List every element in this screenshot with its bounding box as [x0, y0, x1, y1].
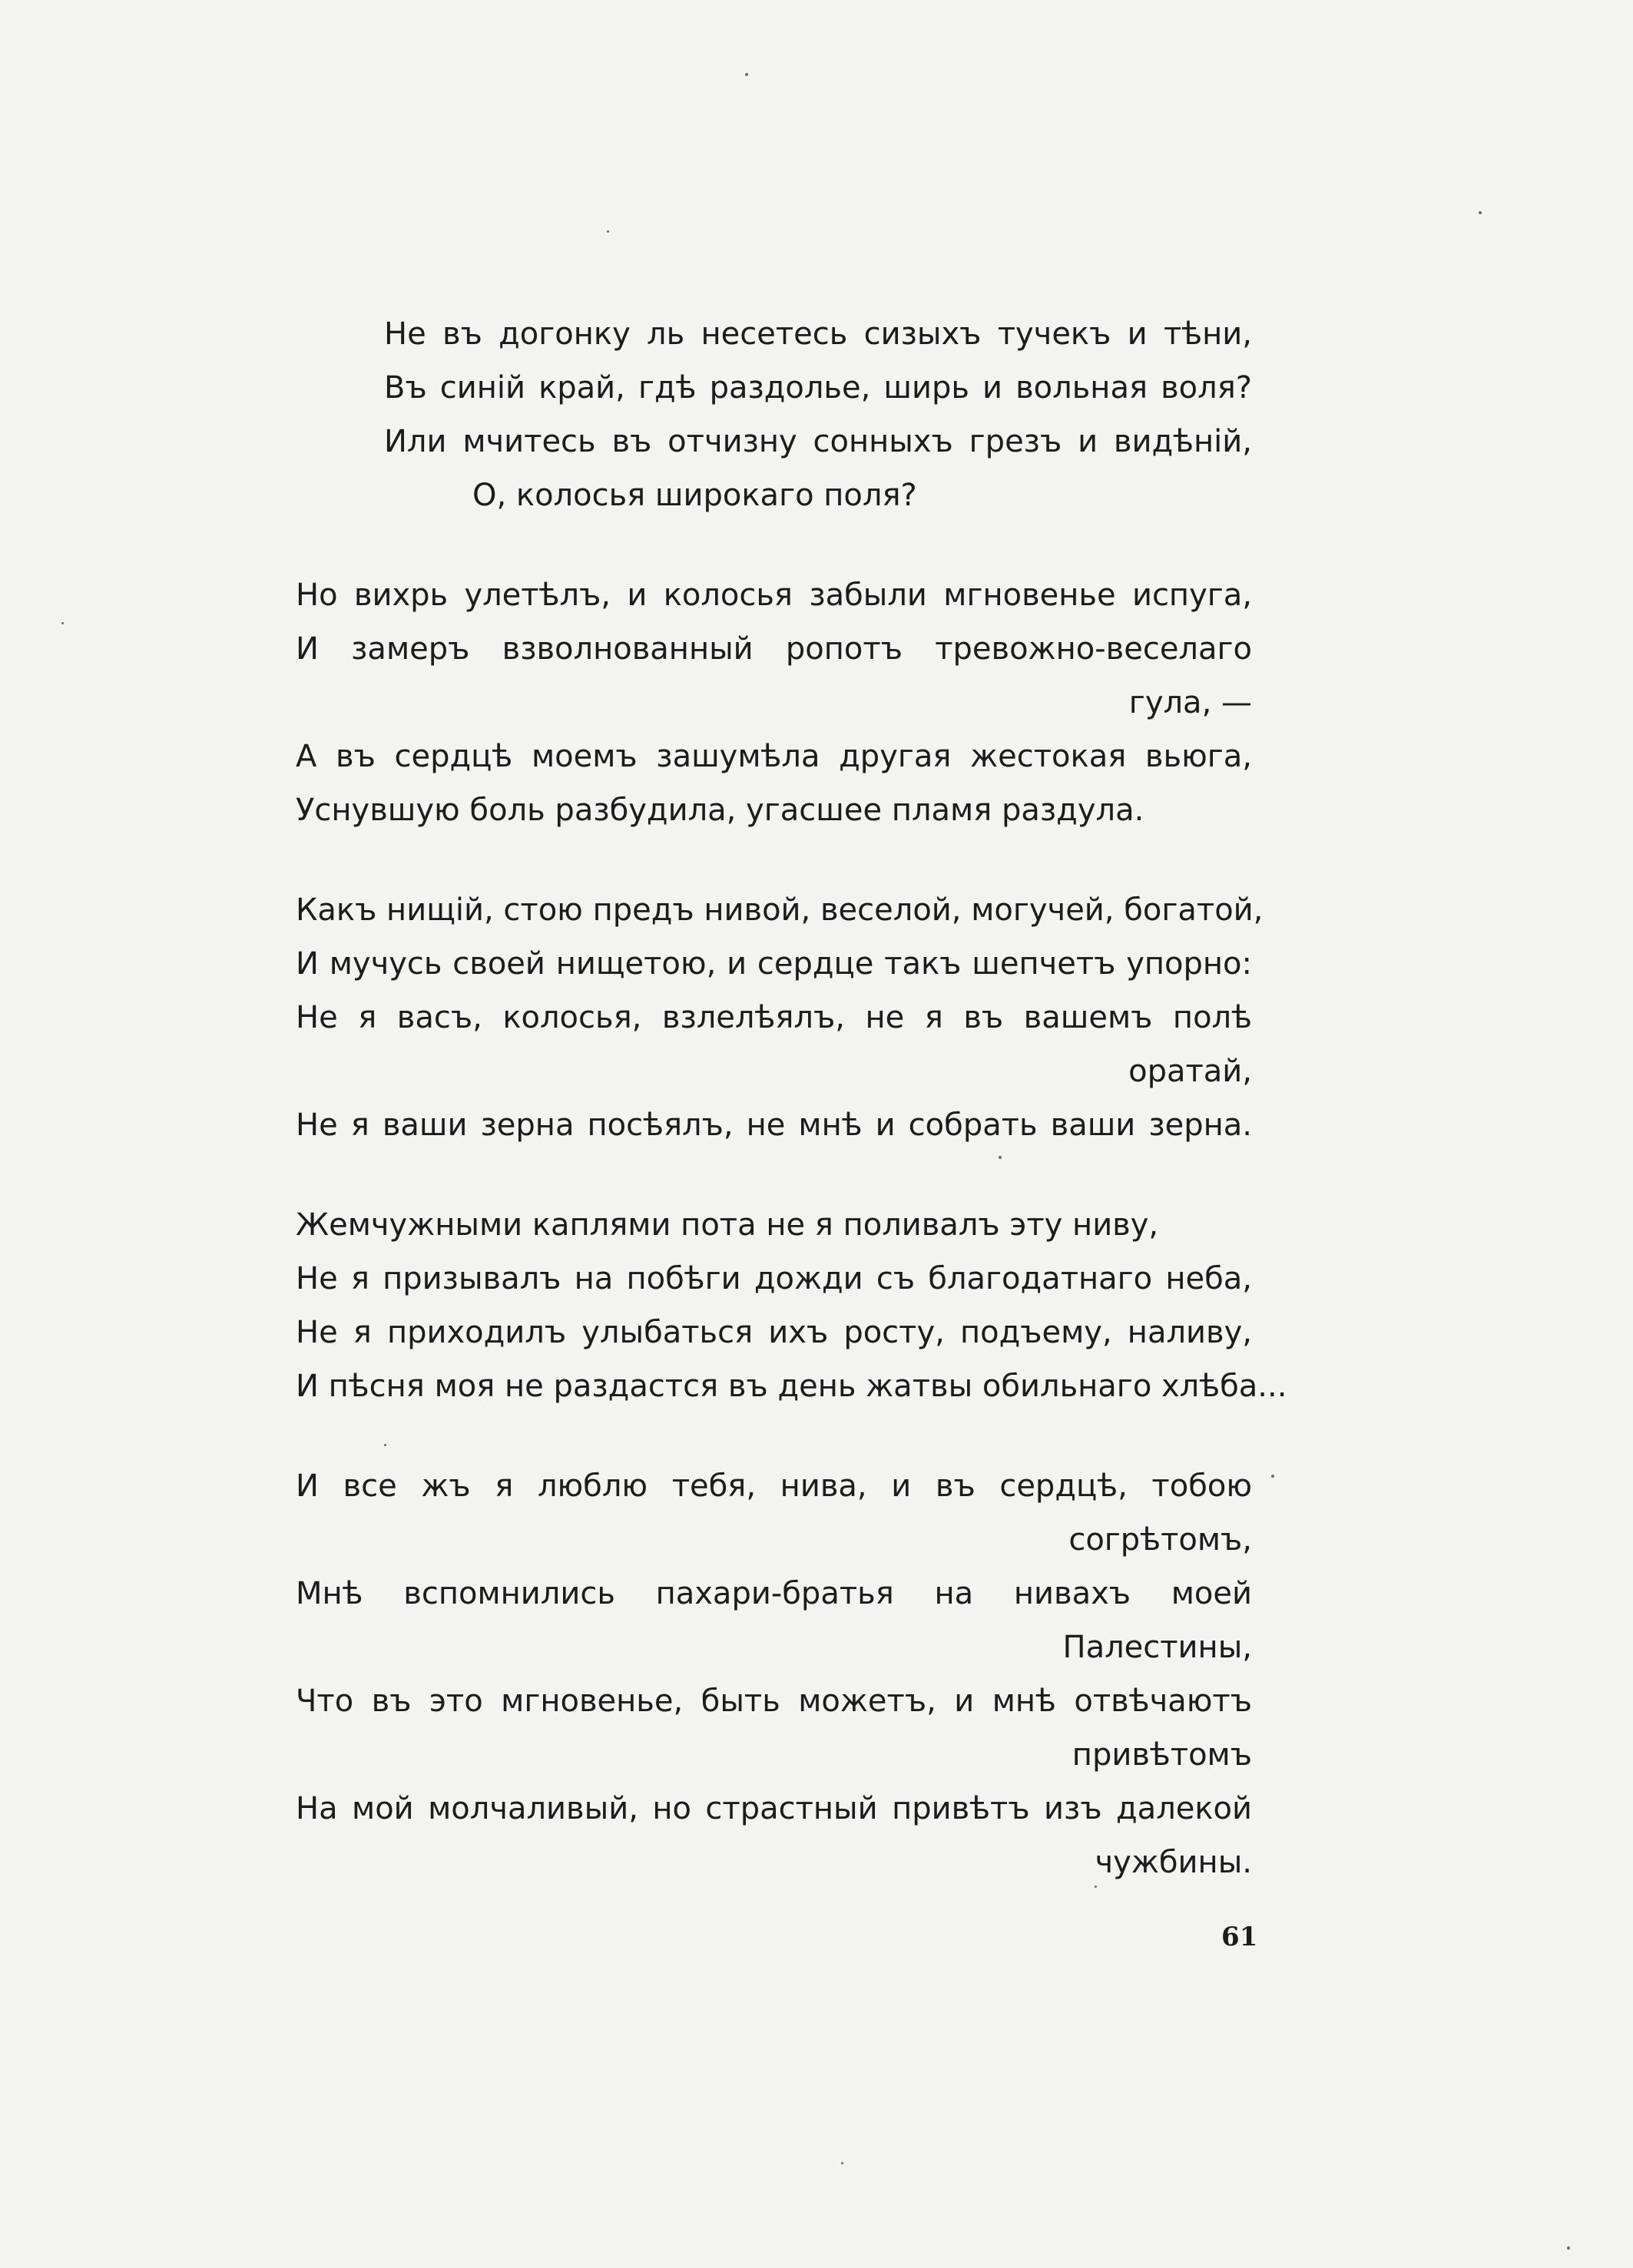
poem-line-continuation: Палестины, — [1062, 1630, 1252, 1665]
poem-line: Въ синій край, гдѣ раздолье, ширь и вольная воля? — [384, 370, 1252, 406]
stanza-3 — [296, 883, 1264, 1152]
poem-line: Жемчужными каплями пота не я поливалъ эту ниву, — [296, 1207, 1159, 1243]
poem-line: И мучусь своей нищетою, и сердце такъ шепчетъ упорно: — [296, 946, 1252, 982]
paper-speck — [61, 622, 64, 624]
poem-line: А въ сердцѣ моемъ зашумѣла другая жестокая вьюга, — [296, 739, 1252, 774]
poem-line: Мнѣ вспомнились пахари-братья на нивахъ моей — [296, 1576, 1252, 1611]
poem-line: И замеръ взволнованный ропотъ тревожно-веселаго — [296, 631, 1252, 667]
poem-line-continuation: гула, — — [1128, 685, 1252, 720]
poem-line: Не я приходилъ улыбаться ихъ росту, подъему, наливу, — [296, 1315, 1252, 1350]
paper-speck — [1567, 2246, 1570, 2250]
poem-line-continuation: привѣтомъ — [1072, 1737, 1252, 1773]
poem-line: Не я ваши зерна посѣялъ, не мнѣ и собрать ваши зерна. — [296, 1108, 1252, 1143]
paper-speck — [384, 1444, 386, 1446]
poem-line: На мой молчаливый, но страстный привѣтъ изъ далекой — [296, 1791, 1252, 1826]
poem-line: И все жъ я люблю тебя, нива, и въ сердцѣ, тобою — [296, 1468, 1252, 1504]
page-number: 61 — [1221, 1922, 1258, 1952]
poem-line-continuation: оратай, — [1128, 1054, 1252, 1089]
paper-speck — [745, 73, 748, 76]
poem-line: Не я васъ, колосья, взлелѣялъ, не я въ вашемъ полѣ — [296, 1000, 1252, 1035]
paper-speck — [1479, 211, 1482, 214]
stanza-2 — [296, 568, 1252, 837]
paper-speck — [607, 230, 609, 233]
stanza-5 — [296, 1459, 1252, 1889]
poem-line: Не въ догонку ль несетесь сизыхъ тучекъ и тѣни, — [384, 316, 1252, 352]
stanza-1 — [296, 307, 1252, 522]
poem-line: Уснувшую боль разбудила, угасшее пламя раздула. — [296, 793, 1144, 828]
poem-line-continuation: согрѣтомъ, — [1068, 1522, 1252, 1558]
poem-line: Или мчитесь въ отчизну сонныхъ грезъ и видѣній, — [384, 424, 1252, 459]
paper-speck — [1271, 1475, 1274, 1478]
poem-line: Но вихрь улетѣлъ, и колосья забыли мгновенье испуга, — [296, 578, 1252, 613]
paper-speck — [841, 2162, 843, 2164]
poem-line: Что въ это мгновенье, быть можетъ, и мнѣ отвѣчаютъ — [296, 1684, 1252, 1719]
poem — [296, 307, 1287, 1889]
poem-line: О, колосья широкаго поля? — [472, 478, 917, 513]
poem-line-continuation: чужбины. — [1095, 1845, 1252, 1880]
paper-speck — [999, 1156, 1002, 1159]
paper-speck — [1095, 1886, 1097, 1888]
poem-line: Какъ нищій, стою предъ нивой, веселой, могучей, богатой, — [296, 892, 1264, 928]
poem-line: Не я призывалъ на побѣги дожди съ благодатнаго неба, — [296, 1261, 1252, 1296]
poem-line: И пѣсня моя не раздастся въ день жатвы обильнаго хлѣба... — [296, 1369, 1287, 1404]
stanza-4 — [296, 1198, 1287, 1413]
